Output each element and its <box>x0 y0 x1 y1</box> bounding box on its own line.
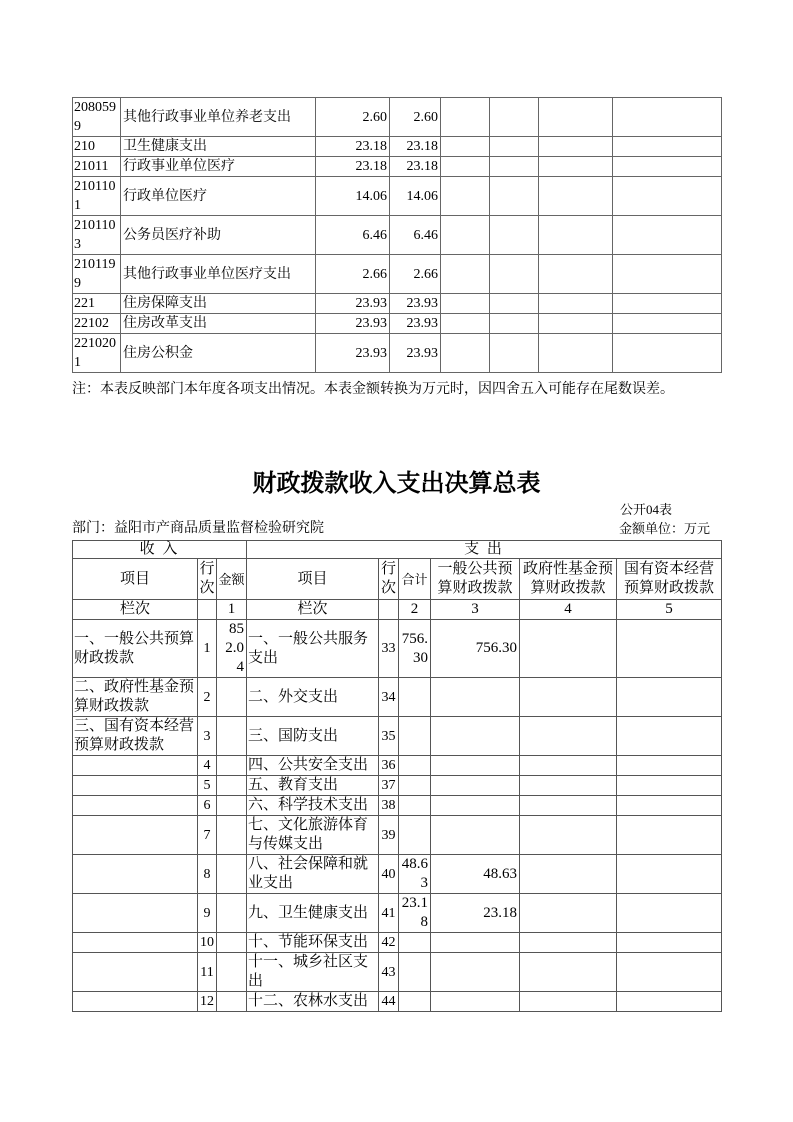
summary-body <box>73 541 722 1012</box>
amount-total-cell: 23.93 <box>316 294 390 314</box>
subject-code-cell: 2101101 <box>73 177 121 216</box>
income-line-cell: 11 <box>198 953 217 992</box>
expense-item-cell: 九、卫生健康支出 <box>247 894 379 933</box>
state-capital-cell <box>617 756 722 776</box>
income-item-cell <box>73 756 198 776</box>
summary-row <box>73 796 722 816</box>
empty-cell <box>441 255 490 294</box>
subject-name-cell: 行政单位医疗 <box>121 177 316 216</box>
expense-item-cell: 四、公共安全支出 <box>247 756 379 776</box>
empty-cell <box>441 98 490 137</box>
income-line-cell: 7 <box>198 816 217 855</box>
subject-name-cell: 住房保障支出 <box>121 294 316 314</box>
detail-row <box>73 255 722 294</box>
empty-cell <box>539 314 613 334</box>
expense-line-cell: 39 <box>379 816 399 855</box>
expense-section-header: 支 出 <box>247 541 722 559</box>
expense-line-cell: 36 <box>379 756 399 776</box>
amount-basic-cell: 14.06 <box>390 177 441 216</box>
table-note: 注：本表反映部门本年度各项支出情况。本表金额转换为万元时，因四舍五入可能存在尾数误差。 <box>72 382 674 397</box>
amount-total-cell: 2.66 <box>316 255 390 294</box>
expense-line-header: 行次 <box>379 559 399 600</box>
total-cell: 48.63 <box>399 855 431 894</box>
total-cell <box>399 678 431 717</box>
expense-line-cell: 41 <box>379 894 399 933</box>
empty-cell <box>490 334 539 373</box>
income-line-cell: 2 <box>198 678 217 717</box>
total-cell <box>399 776 431 796</box>
income-item-cell <box>73 953 198 992</box>
subject-name-cell: 其他行政事业单位医疗支出 <box>121 255 316 294</box>
income-item-cell <box>73 855 198 894</box>
empty-cell <box>441 294 490 314</box>
income-line-cell: 8 <box>198 855 217 894</box>
total-cell <box>399 717 431 756</box>
page-title: 财政拨款收入支出决算总表 <box>252 471 541 497</box>
summary-row <box>73 620 722 678</box>
empty-cell <box>613 137 722 157</box>
empty-cell <box>613 314 722 334</box>
empty-cell <box>539 98 613 137</box>
income-line-cell: 6 <box>198 796 217 816</box>
subject-code-cell: 221 <box>73 294 121 314</box>
income-line-cell: 5 <box>198 776 217 796</box>
income-amount-cell <box>217 933 247 953</box>
amount-basic-cell: 2.60 <box>390 98 441 137</box>
income-line-cell: 3 <box>198 717 217 756</box>
expense-line-cell: 33 <box>379 620 399 678</box>
income-amount-cell <box>217 717 247 756</box>
header-row-index <box>73 600 722 620</box>
general-budget-cell <box>431 796 520 816</box>
header-row-columns <box>73 559 722 600</box>
empty-cell <box>441 216 490 255</box>
department-label: 部门：益阳市产商品质量监督检验研究院 <box>72 521 324 536</box>
income-item-cell: 一、一般公共预算财政拨款 <box>73 620 198 678</box>
amount-basic-cell: 23.93 <box>390 294 441 314</box>
subject-code-cell: 2210201 <box>73 334 121 373</box>
empty-cell <box>539 177 613 216</box>
gov-fund-cell <box>520 620 617 678</box>
amount-total-cell: 14.06 <box>316 177 390 216</box>
total-header: 合计 <box>399 559 431 600</box>
general-budget-cell <box>431 756 520 776</box>
state-capital-cell <box>617 855 722 894</box>
general-budget-cell <box>431 992 520 1012</box>
expense-item-cell: 五、教育支出 <box>247 776 379 796</box>
empty-cell <box>539 137 613 157</box>
empty-cell <box>441 137 490 157</box>
income-item-cell <box>73 816 198 855</box>
empty-cell <box>613 294 722 314</box>
expense-item-cell: 八、社会保障和就业支出 <box>247 855 379 894</box>
total-cell <box>399 816 431 855</box>
detail-row <box>73 177 722 216</box>
empty-cell <box>441 314 490 334</box>
state-capital-cell <box>617 620 722 678</box>
income-amount-cell <box>217 953 247 992</box>
general-budget-cell <box>431 933 520 953</box>
expense-line-index <box>379 600 399 620</box>
subject-code-cell: 2101199 <box>73 255 121 294</box>
expense-item-cell: 七、文化旅游体育与传媒支出 <box>247 816 379 855</box>
amount-total-cell: 2.60 <box>316 98 390 137</box>
summary-row <box>73 855 722 894</box>
subject-name-cell: 住房公积金 <box>121 334 316 373</box>
expense-item-cell: 十、节能环保支出 <box>247 933 379 953</box>
amount-total-cell: 23.93 <box>316 314 390 334</box>
summary-row <box>73 992 722 1012</box>
income-amount-cell <box>217 816 247 855</box>
expense-line-cell: 42 <box>379 933 399 953</box>
expense-item-header: 项目 <box>247 559 379 600</box>
gov-fund-cell <box>520 855 617 894</box>
empty-cell <box>613 255 722 294</box>
expense-line-cell: 44 <box>379 992 399 1012</box>
total-cell <box>399 933 431 953</box>
income-item-index: 栏次 <box>73 600 198 620</box>
income-amount-cell <box>217 992 247 1012</box>
income-line-header: 行次 <box>198 559 217 600</box>
empty-cell <box>539 157 613 177</box>
state-capital-index: 5 <box>617 600 722 620</box>
detail-row <box>73 216 722 255</box>
gov-fund-header: 政府性基金预算财政拨款 <box>520 559 617 600</box>
income-amount-cell <box>217 756 247 776</box>
general-budget-cell <box>431 816 520 855</box>
empty-cell <box>441 157 490 177</box>
income-amount-cell <box>217 678 247 717</box>
gov-fund-cell <box>520 776 617 796</box>
empty-cell <box>539 216 613 255</box>
empty-cell <box>539 294 613 314</box>
gov-fund-cell <box>520 953 617 992</box>
subject-name-cell: 行政事业单位医疗 <box>121 157 316 177</box>
expense-item-cell: 六、科学技术支出 <box>247 796 379 816</box>
summary-row <box>73 776 722 796</box>
empty-cell <box>490 216 539 255</box>
empty-cell <box>613 157 722 177</box>
state-capital-header: 国有资本经营预算财政拨款 <box>617 559 722 600</box>
detail-row <box>73 137 722 157</box>
amount-total-cell: 23.18 <box>316 157 390 177</box>
state-capital-cell <box>617 776 722 796</box>
state-capital-cell <box>617 717 722 756</box>
expense-item-cell: 二、外交支出 <box>247 678 379 717</box>
detail-row <box>73 294 722 314</box>
income-section-header: 收 入 <box>73 541 247 559</box>
expense-item-cell: 十二、农林水支出 <box>247 992 379 1012</box>
summary-row <box>73 678 722 717</box>
empty-cell <box>490 314 539 334</box>
general-budget-header: 一般公共预算财政拨款 <box>431 559 520 600</box>
empty-cell <box>490 294 539 314</box>
empty-cell <box>441 177 490 216</box>
subject-code-cell: 210 <box>73 137 121 157</box>
empty-cell <box>613 216 722 255</box>
amount-basic-cell: 6.46 <box>390 216 441 255</box>
income-item-cell <box>73 796 198 816</box>
state-capital-cell <box>617 816 722 855</box>
general-budget-cell <box>431 717 520 756</box>
expense-line-cell: 37 <box>379 776 399 796</box>
expense-line-cell: 35 <box>379 717 399 756</box>
gov-fund-cell <box>520 717 617 756</box>
empty-cell <box>490 177 539 216</box>
income-item-cell: 三、国有资本经营预算财政拨款 <box>73 717 198 756</box>
income-line-cell: 12 <box>198 992 217 1012</box>
state-capital-cell <box>617 894 722 933</box>
general-budget-cell <box>431 953 520 992</box>
total-index: 2 <box>399 600 431 620</box>
state-capital-cell <box>617 796 722 816</box>
expense-detail-body <box>73 98 722 373</box>
subject-code-cell: 22102 <box>73 314 121 334</box>
general-budget-cell: 23.18 <box>431 894 520 933</box>
form-number: 公开04表 <box>620 502 673 517</box>
general-budget-index: 3 <box>431 600 520 620</box>
expense-detail-table <box>72 97 722 373</box>
amount-unit-label: 金额单位：万元 <box>619 521 711 536</box>
income-amount-cell <box>217 855 247 894</box>
income-amount-cell: 852.04 <box>217 620 247 678</box>
income-line-cell: 9 <box>198 894 217 933</box>
empty-cell <box>490 137 539 157</box>
subject-name-cell: 卫生健康支出 <box>121 137 316 157</box>
expense-item-cell: 三、国防支出 <box>247 717 379 756</box>
income-item-cell <box>73 894 198 933</box>
amount-basic-cell: 23.18 <box>390 157 441 177</box>
general-budget-cell <box>431 678 520 717</box>
expense-item-cell: 一、一般公共服务支出 <box>247 620 379 678</box>
amount-basic-cell: 23.93 <box>390 334 441 373</box>
empty-cell <box>490 255 539 294</box>
income-item-cell <box>73 933 198 953</box>
empty-cell <box>613 177 722 216</box>
detail-row <box>73 157 722 177</box>
subject-code-cell: 2101103 <box>73 216 121 255</box>
state-capital-cell <box>617 933 722 953</box>
general-budget-cell <box>431 776 520 796</box>
income-line-index <box>198 600 217 620</box>
total-cell: 756.30 <box>399 620 431 678</box>
empty-cell <box>613 334 722 373</box>
gov-fund-index: 4 <box>520 600 617 620</box>
total-cell: 23.18 <box>399 894 431 933</box>
expense-line-cell: 43 <box>379 953 399 992</box>
empty-cell <box>490 157 539 177</box>
expense-line-cell: 38 <box>379 796 399 816</box>
empty-cell <box>613 98 722 137</box>
gov-fund-cell <box>520 816 617 855</box>
general-budget-cell: 48.63 <box>431 855 520 894</box>
gov-fund-cell <box>520 756 617 776</box>
subject-code-cell: 2080599 <box>73 98 121 137</box>
subject-name-cell: 住房改革支出 <box>121 314 316 334</box>
general-budget-cell: 756.30 <box>431 620 520 678</box>
summary-row <box>73 953 722 992</box>
empty-cell <box>539 255 613 294</box>
detail-row <box>73 334 722 373</box>
header-row-sections <box>73 541 722 559</box>
income-amount-cell <box>217 796 247 816</box>
amount-basic-cell: 2.66 <box>390 255 441 294</box>
subject-code-cell: 21011 <box>73 157 121 177</box>
detail-row <box>73 98 722 137</box>
income-line-cell: 10 <box>198 933 217 953</box>
gov-fund-cell <box>520 933 617 953</box>
income-item-header: 项目 <box>73 559 198 600</box>
summary-row <box>73 894 722 933</box>
total-cell <box>399 796 431 816</box>
state-capital-cell <box>617 992 722 1012</box>
income-line-cell: 4 <box>198 756 217 776</box>
income-amount-cell <box>217 776 247 796</box>
empty-cell <box>539 334 613 373</box>
income-item-cell <box>73 992 198 1012</box>
gov-fund-cell <box>520 796 617 816</box>
subject-name-cell: 公务员医疗补助 <box>121 216 316 255</box>
income-amount-index: 1 <box>217 600 247 620</box>
summary-table <box>72 540 722 1012</box>
expense-item-index: 栏次 <box>247 600 379 620</box>
subject-name-cell: 其他行政事业单位养老支出 <box>121 98 316 137</box>
gov-fund-cell <box>520 894 617 933</box>
amount-basic-cell: 23.93 <box>390 314 441 334</box>
expense-item-cell: 十一、城乡社区支出 <box>247 953 379 992</box>
total-cell <box>399 992 431 1012</box>
income-line-cell: 1 <box>198 620 217 678</box>
empty-cell <box>490 98 539 137</box>
detail-row <box>73 314 722 334</box>
income-amount-cell <box>217 894 247 933</box>
amount-total-cell: 23.18 <box>316 137 390 157</box>
income-item-cell <box>73 776 198 796</box>
income-item-cell: 二、政府性基金预算财政拨款 <box>73 678 198 717</box>
amount-total-cell: 23.93 <box>316 334 390 373</box>
summary-row <box>73 933 722 953</box>
total-cell <box>399 953 431 992</box>
state-capital-cell <box>617 678 722 717</box>
state-capital-cell <box>617 953 722 992</box>
summary-row <box>73 756 722 776</box>
expense-line-cell: 34 <box>379 678 399 717</box>
amount-basic-cell: 23.18 <box>390 137 441 157</box>
income-amount-header: 金额 <box>217 559 247 600</box>
total-cell <box>399 756 431 776</box>
expense-line-cell: 40 <box>379 855 399 894</box>
summary-row <box>73 717 722 756</box>
empty-cell <box>441 334 490 373</box>
gov-fund-cell <box>520 992 617 1012</box>
summary-row <box>73 816 722 855</box>
gov-fund-cell <box>520 678 617 717</box>
amount-total-cell: 6.46 <box>316 216 390 255</box>
